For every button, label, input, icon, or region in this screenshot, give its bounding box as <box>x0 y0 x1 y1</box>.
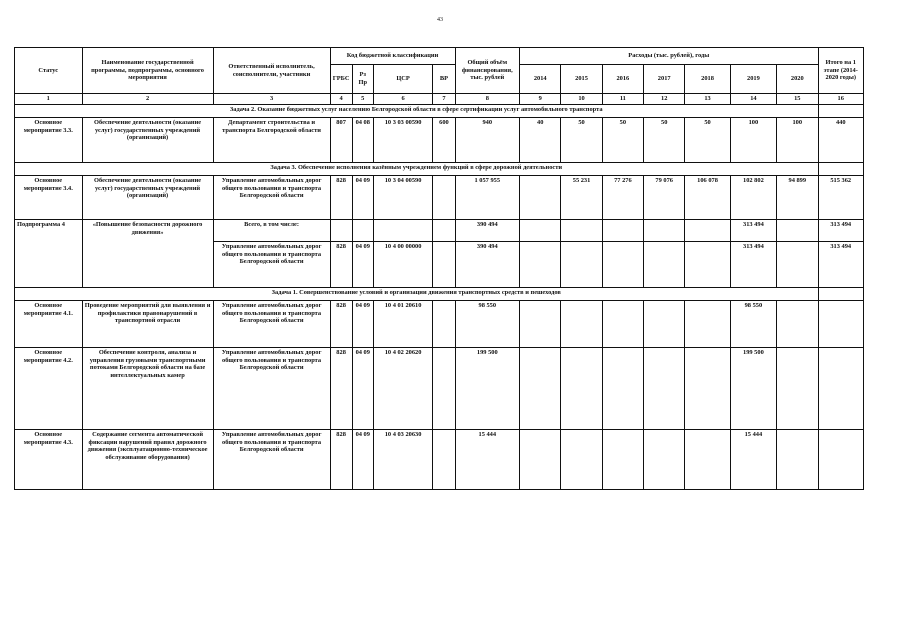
index-cell: 15 <box>777 94 818 105</box>
empty-cell <box>330 220 352 242</box>
index-cell: 14 <box>730 94 776 105</box>
header-year: 2020 <box>777 65 818 94</box>
index-cell: 9 <box>520 94 561 105</box>
empty-cell <box>777 430 818 490</box>
row-year-value: 50 <box>561 118 602 163</box>
row-grbs: 828 <box>330 301 352 348</box>
task-2-title: Задача 2. Оказание бюджетных услуг населению Белгородской области в сфере сертификации услуг автомобильного транспорта <box>15 105 819 118</box>
empty-cell <box>520 301 561 348</box>
row-name: Содержание сегмента автоматической фиксации нарушений правил дорожного движения (эксплуатационно-техническое обслуживание оборудования) <box>82 430 213 490</box>
row-total: 390 494 <box>455 242 520 288</box>
index-cell: 6 <box>373 94 432 105</box>
row-year-value: 102 802 <box>730 176 776 220</box>
empty-cell <box>561 220 602 242</box>
row-year-value: 77 276 <box>602 176 643 220</box>
empty-cell <box>685 220 730 242</box>
row-year-value: 199 500 <box>730 348 776 430</box>
empty-cell <box>373 220 432 242</box>
header-executor: Ответственный исполнитель, соисполнители, участники <box>213 48 330 94</box>
row-total: 1 057 955 <box>455 176 520 220</box>
empty-cell <box>520 220 561 242</box>
empty-cell <box>602 430 643 490</box>
task-3-title: Задача 3. Обеспечение исполнения казённым учреждением функций в сфере дорожной деятельности <box>15 163 819 176</box>
row-year-value: 106 078 <box>685 176 730 220</box>
row-rzpr: 04 09 <box>352 430 373 490</box>
empty-cell <box>644 301 685 348</box>
row-executor: Управление автомобильных дорог общего пользования и транспорта Белгородской области <box>213 242 330 288</box>
row-grbs: 828 <box>330 242 352 288</box>
empty-cell <box>818 301 864 348</box>
header-year: 2016 <box>602 65 643 94</box>
empty-cell <box>561 301 602 348</box>
header-year: 2019 <box>730 65 776 94</box>
row-rzpr: 04 09 <box>352 348 373 430</box>
header-csr: ЦСР <box>373 65 432 94</box>
index-cell: 7 <box>433 94 455 105</box>
index-cell: 3 <box>213 94 330 105</box>
empty-cell <box>644 348 685 430</box>
row-rzpr: 04 09 <box>352 176 373 220</box>
empty-cell <box>777 220 818 242</box>
task-row <box>15 163 864 176</box>
index-cell: 2 <box>82 94 213 105</box>
table-row <box>15 118 864 163</box>
table-row <box>15 301 864 348</box>
index-cell: 12 <box>644 94 685 105</box>
index-cell: 10 <box>561 94 602 105</box>
empty-cell <box>433 430 455 490</box>
row-year-value: 313 494 <box>730 242 776 288</box>
row-year-value <box>520 176 561 220</box>
row-year-value: 79 076 <box>644 176 685 220</box>
row-name: Обеспечение деятельности (оказание услуг) государственных учреждений (организаций) <box>82 118 213 163</box>
empty-cell <box>352 220 373 242</box>
row-status: Основное мероприятие 3.4. <box>15 176 83 220</box>
table-row <box>15 220 864 242</box>
index-row <box>15 94 864 105</box>
row-status: Основное мероприятие 4.3. <box>15 430 83 490</box>
row-total: 15 444 <box>455 430 520 490</box>
header-row-1 <box>15 48 864 65</box>
index-cell: 1 <box>15 94 83 105</box>
empty-cell <box>433 301 455 348</box>
row-year-value: 100 <box>777 118 818 163</box>
header-vr: ВР <box>433 65 455 94</box>
index-cell: 16 <box>818 94 864 105</box>
index-cell: 13 <box>685 94 730 105</box>
empty-cell <box>520 242 561 288</box>
empty-cell <box>561 430 602 490</box>
empty-cell <box>818 348 864 430</box>
empty-cell <box>520 430 561 490</box>
header-total-volume: Общий объём финансирования, тыс. рублей <box>455 48 520 94</box>
task-1-title: Задача 1. Совершенствование условий и организации движения транспортных средств и пешеходов <box>15 288 819 301</box>
header-year: 2014 <box>520 65 561 94</box>
empty-cell <box>602 301 643 348</box>
row-csr: 10 3 04 00590 <box>373 176 432 220</box>
index-cell: 5 <box>352 94 373 105</box>
header-stage-total: Итого на 1 этапе (2014-2020 годы) <box>818 48 864 94</box>
row-stage-total: 515 362 <box>818 176 864 220</box>
empty-cell <box>602 348 643 430</box>
table-row <box>15 176 864 220</box>
table-row <box>15 430 864 490</box>
header-expenses: Расходы (тыс. рублей), годы <box>520 48 818 65</box>
row-rzpr: 04 09 <box>352 242 373 288</box>
task-row <box>15 105 864 118</box>
header-rzpr: Рз Пр <box>352 65 373 94</box>
row-total: 940 <box>455 118 520 163</box>
row-grbs: 828 <box>330 176 352 220</box>
empty-cell <box>818 105 864 118</box>
empty-cell <box>520 348 561 430</box>
row-stage-total: 313 494 <box>818 242 864 288</box>
empty-cell <box>685 430 730 490</box>
budget-table <box>14 47 864 490</box>
row-csr: 10 3 03 00590 <box>373 118 432 163</box>
row-csr: 10 4 01 20610 <box>373 301 432 348</box>
row-status: Основное мероприятие 4.1. <box>15 301 83 348</box>
empty-cell <box>818 163 864 176</box>
row-grbs: 828 <box>330 430 352 490</box>
empty-cell <box>777 348 818 430</box>
row-status: Основное мероприятие 4.2. <box>15 348 83 430</box>
empty-cell <box>685 348 730 430</box>
header-name: Наименование государственной программы, подпрограммы, основного мероприятия <box>82 48 213 94</box>
empty-cell <box>433 242 455 288</box>
page-number: 43 <box>437 17 443 23</box>
row-name: Обеспечение контроля, анализа и управления грузовыми транспортными потоками Белгородской области на базе интеллектуальных камер <box>82 348 213 430</box>
row-year-value: 50 <box>602 118 643 163</box>
header-budget-code: Код бюджетной классификации <box>330 48 455 65</box>
task-row <box>15 288 864 301</box>
header-status: Статус <box>15 48 83 94</box>
row-total: 390 494 <box>455 220 520 242</box>
row-stage-total: 440 <box>818 118 864 163</box>
index-cell: 11 <box>602 94 643 105</box>
row-year-value: 98 550 <box>730 301 776 348</box>
empty-cell <box>602 220 643 242</box>
row-executor-total: Всего, в том числе: <box>213 220 330 242</box>
index-cell: 4 <box>330 94 352 105</box>
header-year: 2015 <box>561 65 602 94</box>
row-year-value: 15 444 <box>730 430 776 490</box>
row-rzpr: 04 09 <box>352 301 373 348</box>
row-year-value: 55 231 <box>561 176 602 220</box>
empty-cell <box>777 301 818 348</box>
table-row <box>15 348 864 430</box>
row-name: Обеспечение деятельности (оказание услуг) государственных учреждений (организаций) <box>82 176 213 220</box>
row-grbs: 828 <box>330 348 352 430</box>
row-year-value: 94 899 <box>777 176 818 220</box>
row-total: 98 550 <box>455 301 520 348</box>
row-year-value: 100 <box>730 118 776 163</box>
row-name: «Повышение безопасности дорожного движения» <box>82 220 213 288</box>
header-year: 2017 <box>644 65 685 94</box>
empty-cell <box>433 220 455 242</box>
empty-cell <box>561 348 602 430</box>
empty-cell <box>433 348 455 430</box>
row-vr: 600 <box>433 118 455 163</box>
empty-cell <box>561 242 602 288</box>
empty-cell <box>818 288 864 301</box>
row-stage-total: 313 494 <box>818 220 864 242</box>
row-csr: 10 4 03 20630 <box>373 430 432 490</box>
row-executor: Департамент строительства и транспорта Белгородской области <box>213 118 330 163</box>
row-status: Подпрограмма 4 <box>15 220 83 288</box>
row-executor: Управление автомобильных дорог общего пользования и транспорта Белгородской области <box>213 301 330 348</box>
empty-cell <box>644 242 685 288</box>
row-year-value: 50 <box>685 118 730 163</box>
row-total: 199 500 <box>455 348 520 430</box>
header-year: 2018 <box>685 65 730 94</box>
index-cell: 8 <box>455 94 520 105</box>
row-rzpr: 04 08 <box>352 118 373 163</box>
row-status: Основное мероприятие 3.3. <box>15 118 83 163</box>
empty-cell <box>644 430 685 490</box>
row-grbs: 807 <box>330 118 352 163</box>
row-year-value: 50 <box>644 118 685 163</box>
row-executor: Управление автомобильных дорог общего пользования и транспорта Белгородской области <box>213 176 330 220</box>
row-executor: Управление автомобильных дорог общего пользования и транспорта Белгородской области <box>213 348 330 430</box>
row-csr: 10 4 02 20620 <box>373 348 432 430</box>
row-csr: 10 4 00 00000 <box>373 242 432 288</box>
empty-cell <box>602 242 643 288</box>
row-name: Проведение мероприятий для выявления и профилактики правонарушений в транспортной отрасли <box>82 301 213 348</box>
header-grbs: ГРБС <box>330 65 352 94</box>
row-executor: Управление автомобильных дорог общего пользования и транспорта Белгородской области <box>213 430 330 490</box>
empty-cell <box>818 430 864 490</box>
empty-cell <box>685 301 730 348</box>
row-vr <box>433 176 455 220</box>
row-year-value: 40 <box>520 118 561 163</box>
empty-cell <box>644 220 685 242</box>
empty-cell <box>777 242 818 288</box>
row-year-value: 313 494 <box>730 220 776 242</box>
empty-cell <box>685 242 730 288</box>
